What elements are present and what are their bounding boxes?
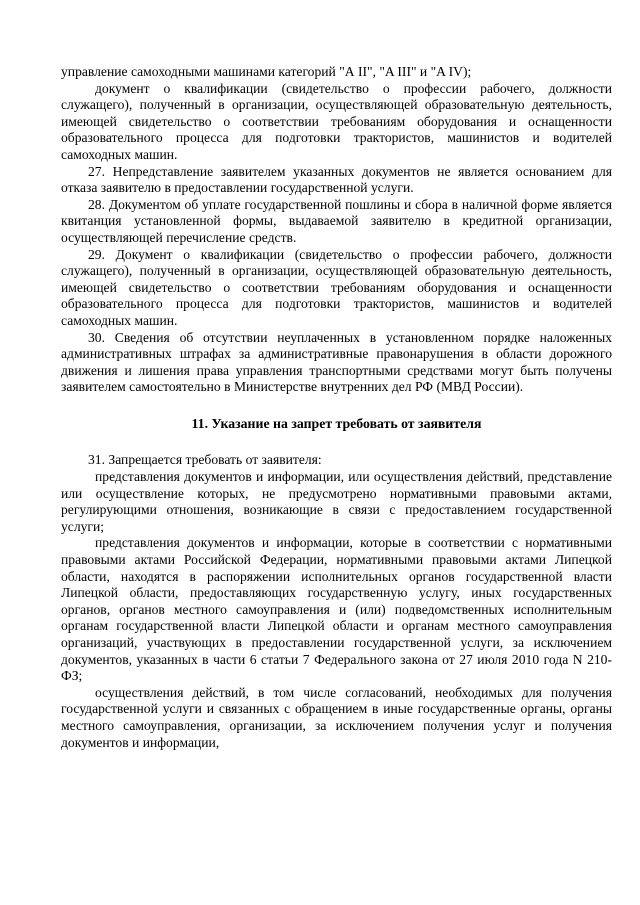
paragraph-continuation: управление самоходными машинами категорий "А II", "A III" и "A IV);	[61, 64, 472, 79]
paragraph-31-item-2: представления документов и информации, которые в соответствии с нормативными правовыми актами Российской Федерации, нормативными правовыми актами Липецкой области, находятся в распоряжении исполнительных органов государственной власти Липецкой области, предоставляющих государственную услугу, иных государственных органов, органов местного самоуправления и (или) подведомственных исполнительным органам государственной власти Липецкой области и органам местного самоуправления организаций, участвующих в предоставлении государственной услуги, за исключением документов, указанных в части 6 статьи 7 Федерального закона от 27 июля 2010 года N 210-ФЗ;	[61, 535, 612, 684]
paragraph-28: 28. Документом об уплате государственной пошлины и сбора в наличной форме является квитанция установленной формы, выдаваемой заявителю в кредитной организации, осуществляющей перечисление средств.	[61, 196, 612, 245]
paragraph-30: 30. Сведения об отсутствии неуплаченных в установленном порядке наложенных административных штрафах за административные правонарушения в области дорожного движения и лишения права управления транспортными средствами могут быть получены заявителем самостоятельно в Министерстве внутренних дел РФ (МВД России).	[61, 329, 612, 395]
paragraph-31-item-1: представления документов и информации, или осуществления действий, представление или осуществление которых, не предусмотрено нормативными правовыми актами, регулирующими отношения, возникающие в связи с предоставлением государственной услуги;	[61, 469, 612, 534]
paragraph-31-item-3: осуществления действий, в том числе согласований, необходимых для получения государственной услуги и связанных с обращением в иные государственные органы, органы местного самоуправления, организации, за исключением получения услуг и получения документов и информации,	[61, 684, 612, 750]
document-page	[61, 64, 612, 751]
paragraph-29: 29. Документ о квалификации (свидетельство о профессии рабочего, должности служащего), полученный в организации, осуществляющей образовательную деятельность, имеющей свидетельство о соответствии требованиям оборудования и оснащенности образовательного процесса для подготовки трактористов, машинистов и водителей самоходных машин.	[61, 246, 612, 328]
paragraph-qualification-document: документ о квалификации (свидетельство о профессии рабочего, должности служащего), полученный в организации, осуществляющей образовательную деятельность, имеющей свидетельство о соответствии требованиям оборудования и оснащенности образовательного процесса для подготовки трактористов, машинистов и водителей самоходных машин.	[61, 80, 612, 162]
paragraph-31: 31. Запрещается требовать от заявителя:	[88, 452, 322, 468]
paragraph-27: 27. Непредставление заявителем указанных документов не является основанием для отказа заявителю в предоставлении государственной услуги.	[61, 163, 612, 196]
section-heading: 11. Указание на запрет требовать от заявителя	[191, 415, 482, 431]
